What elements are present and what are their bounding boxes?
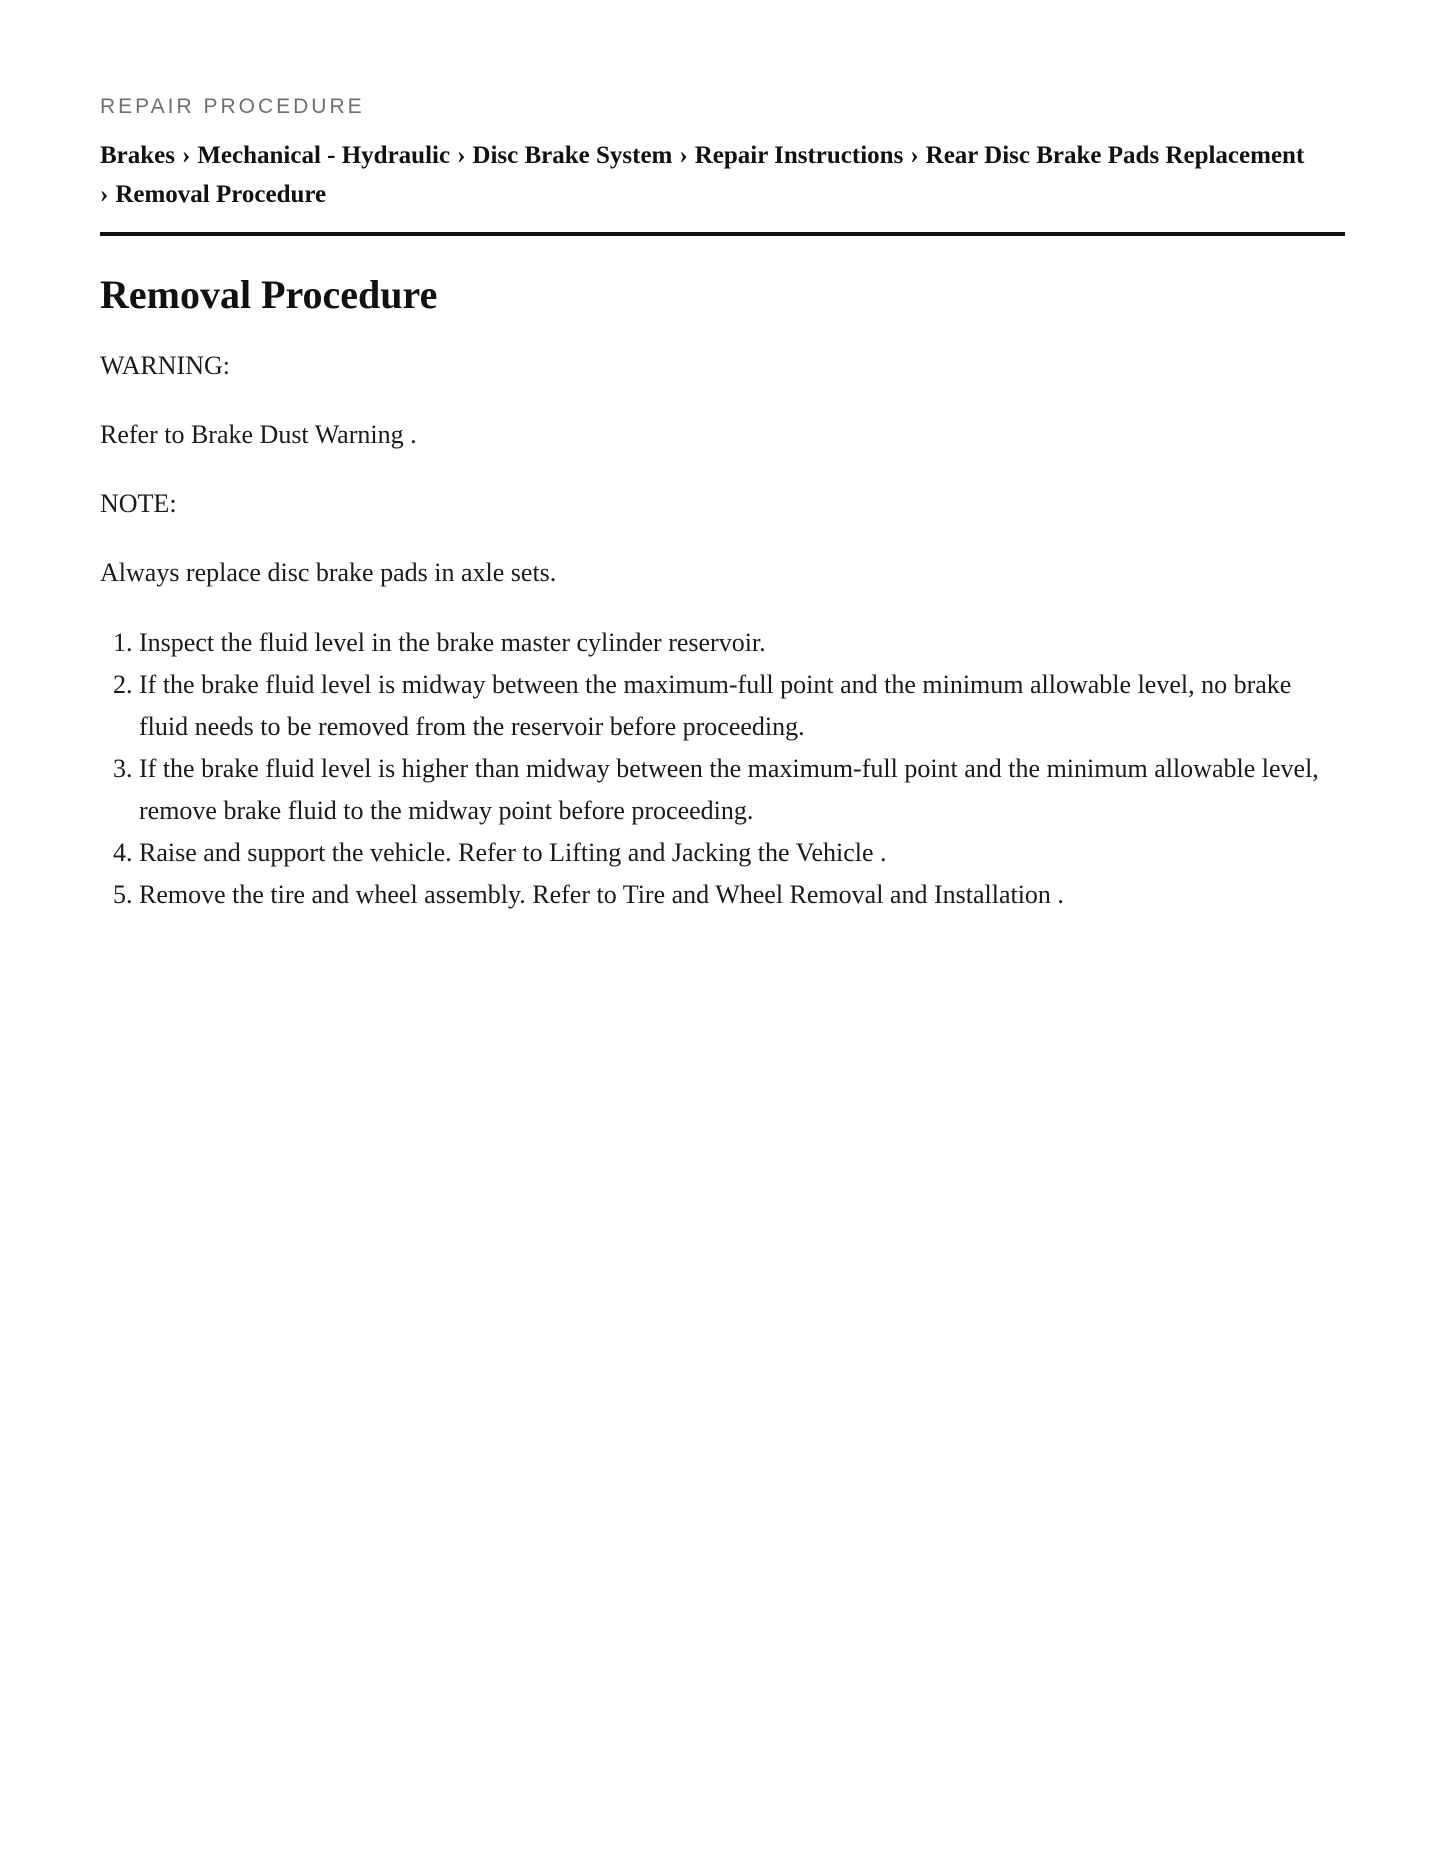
breadcrumb-separator: › [457,142,466,169]
breadcrumb-item-repair-instructions[interactable]: Repair Instructions [694,142,904,169]
page-title: Removal Procedure [100,272,438,317]
procedure-step: 3. If the brake fluid level is higher than midway between the maximum-full point and the minimum allowable level, remove brake fluid to the midway point before proceeding. [139,748,1345,832]
procedure-steps-list [100,622,1345,916]
breadcrumb-item-brakes[interactable]: Brakes [100,142,175,169]
breadcrumb [100,136,1345,214]
breadcrumb-separator: › [100,181,109,208]
breadcrumb-separator: › [182,142,191,169]
procedure-step: 2. If the brake fluid level is midway between the maximum-full point and the minimum allowable level, no brake fluid needs to be removed from the reservoir before proceeding. [139,664,1345,748]
document-kicker: REPAIR PROCEDURE [100,95,365,118]
breadcrumb-separator: › [910,142,919,169]
breadcrumb-separator: › [679,142,688,169]
procedure-step: 1. Inspect the fluid level in the brake master cylinder reservoir. [139,622,1345,664]
breadcrumb-item-disc-brake-system[interactable]: Disc Brake System [472,142,673,169]
procedure-step: 4. Raise and support the vehicle. Refer to Lifting and Jacking the Vehicle . [139,832,1345,874]
breadcrumb-item-mechanical-hydraulic[interactable]: Mechanical - Hydraulic [197,142,451,169]
warning-label: WARNING: [100,351,230,380]
warning-text: Refer to Brake Dust Warning . [100,420,417,449]
header-divider [100,232,1345,236]
note-label: NOTE: [100,489,177,518]
note-text: Always replace disc brake pads in axle sets. [100,558,557,587]
document-page [100,92,1345,916]
breadcrumb-item-rear-disc-brake-pads-replacement[interactable]: Rear Disc Brake Pads Replacement [925,142,1305,169]
procedure-step: 5. Remove the tire and wheel assembly. Refer to Tire and Wheel Removal and Installation . [139,874,1345,916]
breadcrumb-item-removal-procedure: Removal Procedure [115,181,327,208]
